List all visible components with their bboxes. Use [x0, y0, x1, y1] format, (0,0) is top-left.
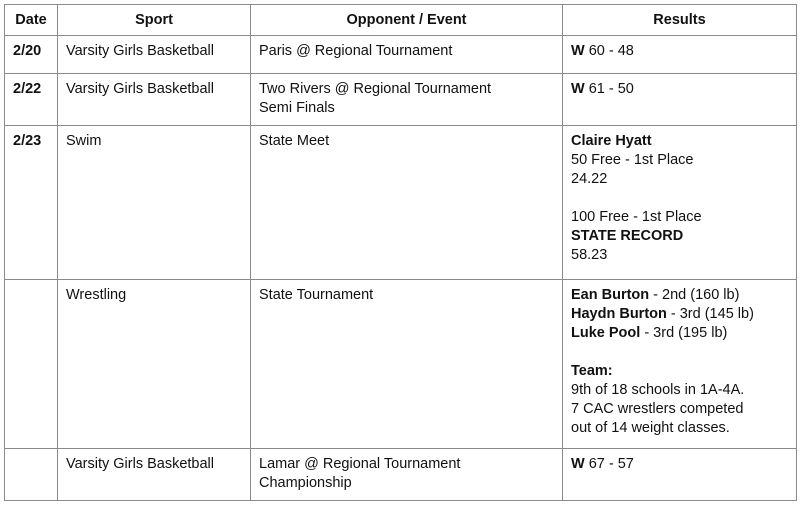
row-opponent — [251, 74, 563, 126]
row-result — [563, 74, 797, 126]
header-row — [5, 5, 797, 36]
team-line: 7 CAC wrestlers competed — [571, 401, 744, 417]
row-sport: Wrestling — [58, 280, 251, 449]
wrestler-detail: - 3rd (145 lb) — [666, 306, 754, 322]
row-date: 2/23 — [5, 126, 58, 280]
team-line: 9th of 18 schools in 1A-4A. — [571, 382, 745, 398]
wrestler-detail: - 3rd (195 lb) — [640, 325, 728, 341]
table-row — [5, 74, 797, 126]
row-sport: Varsity Girls Basketball — [58, 449, 251, 501]
table-row — [5, 36, 797, 74]
row-result — [563, 280, 797, 449]
row-opponent — [251, 126, 563, 280]
table-row — [5, 449, 797, 501]
row-opponent — [251, 36, 563, 74]
opponent-line: Lamar @ Regional Tournament — [259, 456, 461, 472]
results-table — [4, 4, 797, 501]
swim-event: 50 Free - 1st Place — [571, 152, 694, 168]
header-opponent: Opponent / Event — [251, 5, 563, 36]
row-result — [563, 126, 797, 280]
header-date: Date — [5, 5, 58, 36]
swim-time: 58.23 — [571, 247, 608, 263]
team-line: out of 14 weight classes. — [571, 420, 730, 436]
row-result — [563, 36, 797, 74]
row-date: 2/22 — [5, 74, 58, 126]
swim-time: 24.22 — [571, 171, 608, 187]
result-prefix: W — [571, 456, 585, 472]
opponent-line: Championship — [259, 475, 352, 491]
opponent-line: State Meet — [259, 133, 330, 149]
header-results: Results — [563, 5, 797, 36]
wrestler-detail: - 2nd (160 lb) — [649, 287, 740, 303]
row-sport: Varsity Girls Basketball — [58, 74, 251, 126]
row-sport: Swim — [58, 126, 251, 280]
wrestler-name: Luke Pool — [571, 325, 641, 341]
table-row — [5, 126, 797, 280]
opponent-line: Two Rivers @ Regional Tournament — [259, 81, 492, 97]
wrestler-name: Haydn Burton — [571, 306, 667, 322]
row-date — [5, 449, 58, 501]
wrestler-result — [571, 286, 788, 305]
row-result — [563, 449, 797, 501]
team-label: Team: — [571, 363, 613, 379]
row-opponent — [251, 280, 563, 449]
swim-event: 100 Free - 1st Place — [571, 209, 702, 225]
header-sport: Sport — [58, 5, 251, 36]
wrestler-result — [571, 305, 788, 324]
wrestler-result — [571, 324, 788, 343]
state-record: STATE RECORD — [571, 228, 684, 244]
table-row — [5, 280, 797, 449]
result-score: 61 - 50 — [584, 81, 634, 97]
row-opponent — [251, 449, 563, 501]
result-prefix: W — [571, 81, 585, 97]
opponent-line: Paris @ Regional Tournament — [259, 43, 453, 59]
row-sport: Varsity Girls Basketball — [58, 36, 251, 74]
opponent-line: Semi Finals — [259, 100, 335, 116]
opponent-line: State Tournament — [259, 287, 374, 303]
row-date — [5, 280, 58, 449]
result-prefix: W — [571, 43, 585, 59]
swimmer-name: Claire Hyatt — [571, 133, 652, 149]
row-date: 2/20 — [5, 36, 58, 74]
result-score: 60 - 48 — [584, 43, 634, 59]
wrestler-name: Ean Burton — [571, 287, 650, 303]
result-score: 67 - 57 — [584, 456, 634, 472]
